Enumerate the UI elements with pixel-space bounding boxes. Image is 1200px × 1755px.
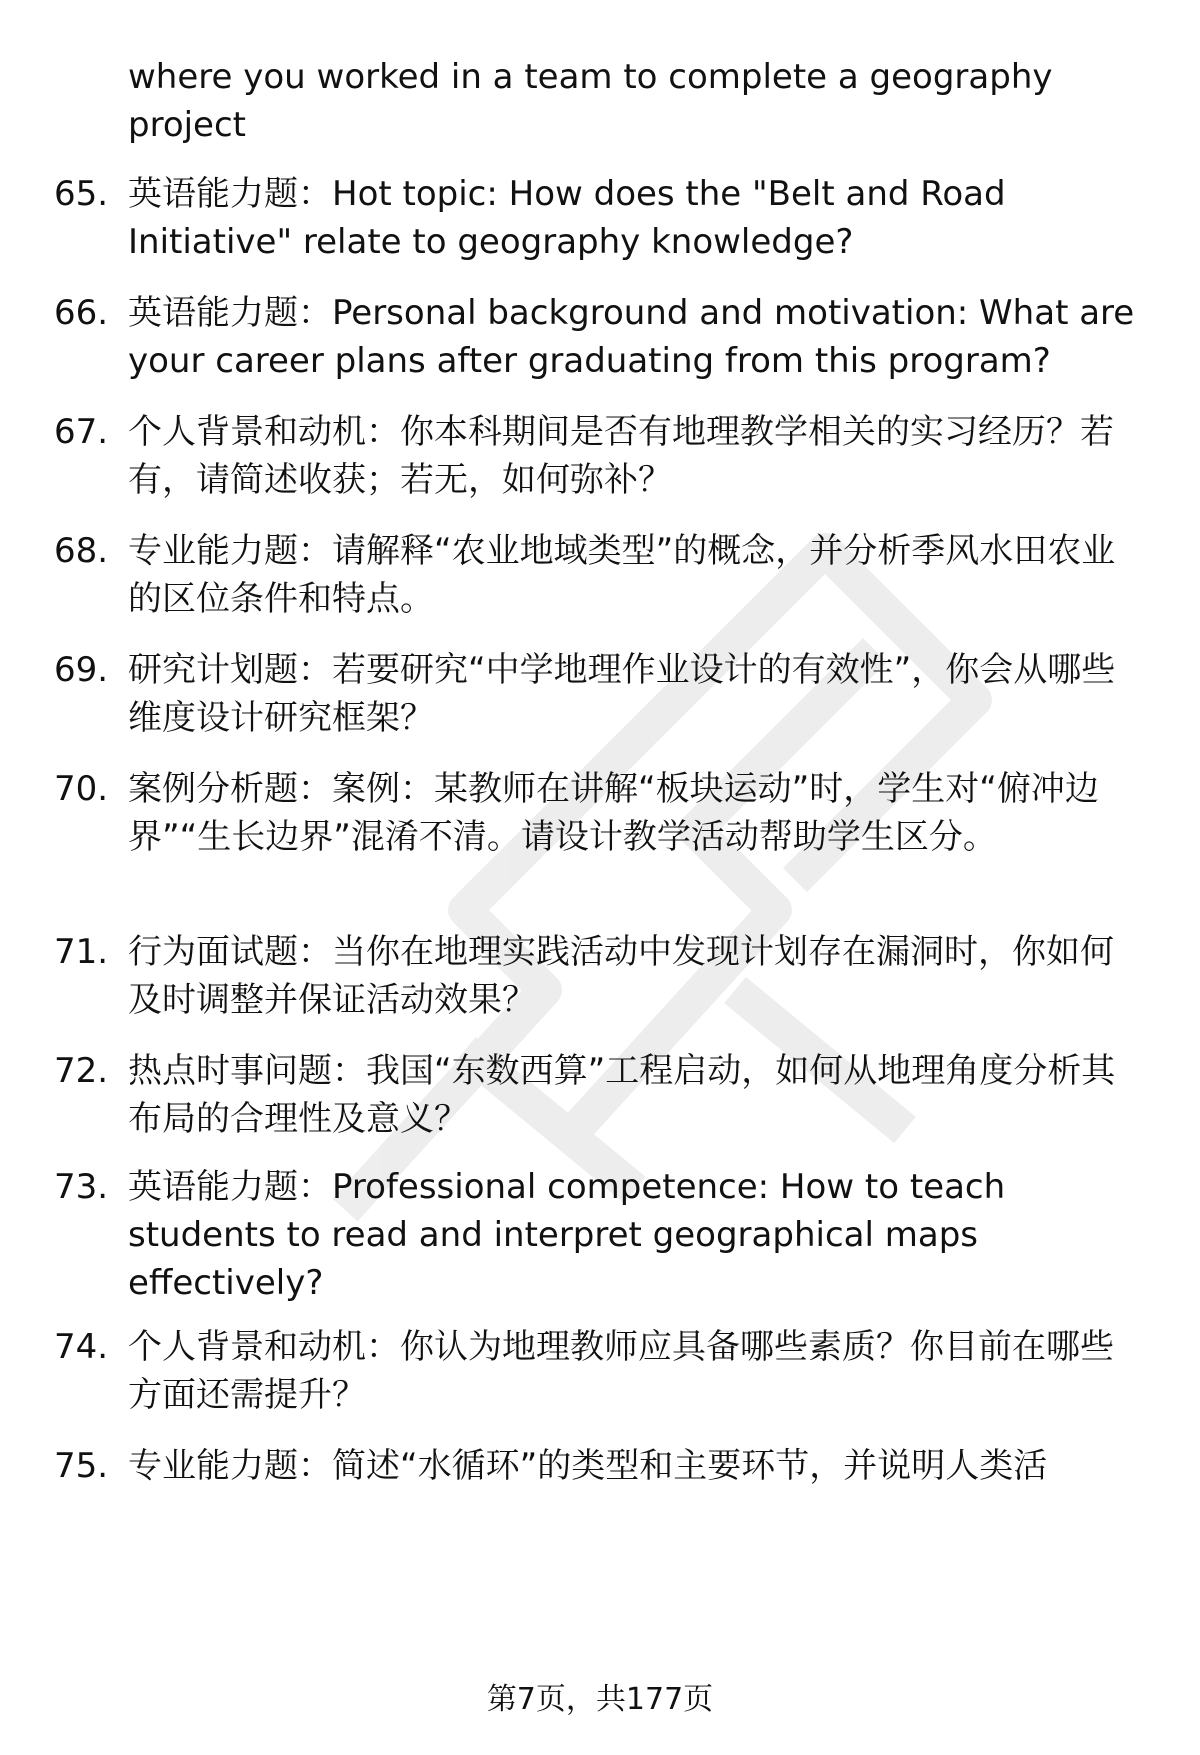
question-text: 英语能力题：Hot topic: How does the "Belt and Road Initiative" relate to geography knowledge?: [128, 174, 1006, 262]
question-text: 专业能力题：简述“水循环”的类型和主要环节，并说明人类活: [128, 1446, 1048, 1486]
continued-question-text: where you worked in a team to complete a geography project: [128, 57, 1053, 145]
page-footer: 第7页，共177页: [486, 1682, 714, 1717]
question-text: 个人背景和动机：你认为地理教师应具备哪些素质？你目前在哪些方面还需提升？: [128, 1327, 1114, 1415]
question-text: 英语能力题：Professional competence: How to teach students to read and interpret geographical maps effectively?: [128, 1167, 1006, 1303]
question-number: 74.: [54, 1327, 109, 1367]
question-number: 66.: [54, 293, 109, 333]
question-number: 70.: [54, 769, 109, 809]
question-number: 75.: [54, 1446, 109, 1486]
question-number: 73.: [54, 1167, 109, 1207]
question-number: 67.: [54, 412, 109, 452]
question-text: 热点时事问题：我国“东数西算”工程启动，如何从地理角度分析其布局的合理性及意义？: [128, 1051, 1116, 1139]
question-text: 案例分析题：案例：某教师在讲解“板块运动”时，学生对“俯冲边界”“生长边界”混淆不清。请设计教学活动帮助学生区分。: [128, 769, 1099, 857]
question-text: 个人背景和动机：你本科期间是否有地理教学相关的实习经历？若有，请简述收获；若无，如何弥补？: [128, 412, 1114, 500]
question-number: 69.: [54, 650, 109, 690]
question-text: 行为面试题：当你在地理实践活动中发现计划存在漏洞时，你如何及时调整并保证活动效果？: [128, 932, 1114, 1020]
question-text: 英语能力题：Personal background and motivation: What are your career plans after graduating from this program?: [128, 293, 1135, 381]
question-number: 65.: [54, 174, 109, 214]
question-text: 专业能力题：请解释“农业地域类型”的概念，并分析季风水田农业的区位条件和特点。: [128, 531, 1116, 619]
question-number: 71.: [54, 932, 109, 972]
question-text: 研究计划题：若要研究“中学地理作业设计的有效性”，你会从哪些维度设计研究框架？: [128, 650, 1116, 738]
question-number: 72.: [54, 1051, 109, 1091]
question-number: 68.: [54, 531, 109, 571]
